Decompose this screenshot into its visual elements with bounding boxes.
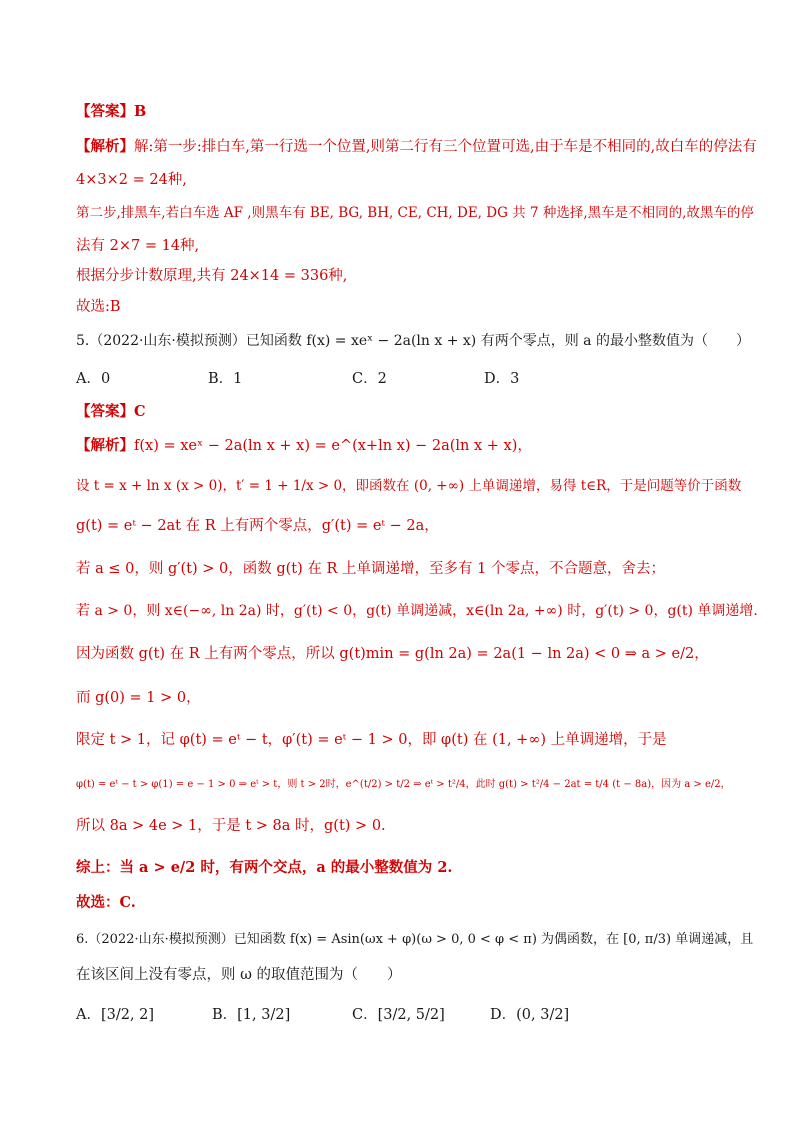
analysis-text: 若 a > 0，则 x∈(−∞, ln 2a) 时，g′(t) < 0，g(t) 单调递减，x∈(ln 2a, +∞) 时，g′(t) > 0，g(t) 单调递增. <box>76 603 758 619</box>
analysis-tag: 【解析】 <box>76 138 134 155</box>
answer-value: B <box>134 103 147 120</box>
option-b: B．[1, 3/2] <box>212 1007 291 1023</box>
analysis-text: 第二步,排黑车,若白车选 AF ,则黑车有 BE, BG, BH, CE, CH, DE, DG 共 7 种选择,黑车是不相同的,故黑车的停 <box>76 205 754 221</box>
answer-tag: 【答案】 <box>76 103 134 120</box>
analysis-text: 4×3×2 = 24种, <box>76 172 187 188</box>
analysis-line <box>76 137 757 157</box>
question-5-stem: 5.（2022·山东·模拟预测）已知函数 f(x) = xeˣ − 2a(ln x + x) 有两个零点，则 a 的最小整数值为（ ） <box>76 333 750 349</box>
question-6-stem: 6.（2022·山东·模拟预测）已知函数 f(x) = Asin(ωx + φ)(ω > 0, 0 < φ < π) 为偶函数，在 [0, π/3) 单调递减，且 <box>76 932 754 947</box>
option-c: C．[3/2, 5/2] <box>352 1007 445 1023</box>
analysis-text: 而 g(0) = 1 > 0， <box>76 690 201 706</box>
analysis-text: 若 a ≤ 0，则 g′(t) > 0，函数 g(t) 在 R 上单调递增，至多有 1 个零点，不合题意，舍去； <box>76 561 665 577</box>
option-b: B．1 <box>208 371 243 387</box>
option-c: C．2 <box>352 371 387 387</box>
answer-line <box>76 402 740 422</box>
analysis-text: f(x) = xeˣ − 2a(ln x + x) = e^(x+ln x) − 2a(ln x + x)， <box>134 438 532 454</box>
option-d: D．3 <box>484 371 520 387</box>
conclusion-text: 故选：C. <box>76 894 136 911</box>
analysis-text: 法有 2×7 = 14种, <box>76 238 200 254</box>
answer-line <box>76 102 740 122</box>
option-a: A．0 <box>76 371 111 387</box>
answer-tag: 【答案】 <box>76 403 134 420</box>
question-6-stem: 在该区间上没有零点，则 ω 的取值范围为（ ） <box>76 967 402 983</box>
analysis-tag: 【解析】 <box>76 437 134 454</box>
analysis-text: φ(t) = eᵗ − t > φ(1) = e − 1 > 0 ⇒ eᵗ > t，则 t > 2时，e^(t/2) > t/2 ⇒ eᵗ > t²/4，此时 g(t) > t²/4 − 2at = t/4 (t − 8a)，因为 a > e/2， <box>76 779 731 790</box>
analysis-text: 因为函数 g(t) 在 R 上有两个零点，所以 g(t)min = g(ln 2a) = 2a(1 − ln 2a) < 0 ⇒ a > e/2， <box>76 646 709 662</box>
option-a: A．[3/2, 2] <box>76 1007 155 1023</box>
analysis-text: 根据分步计数原理,共有 24×14 = 336种, <box>76 268 348 284</box>
answer-value: C <box>134 403 146 420</box>
analysis-text: 所以 8a > 4e > 1，于是 t > 8a 时，g(t) > 0. <box>76 818 386 834</box>
summary-text: 综上：当 a > e/2 时，有两个交点，a 的最小整数值为 2. <box>76 859 453 876</box>
option-d: D．(0, 3/2] <box>490 1007 570 1023</box>
analysis-text: g(t) = eᵗ − 2at 在 R 上有两个零点，g′(t) = eᵗ − 2a， <box>76 518 439 534</box>
analysis-line <box>76 436 740 456</box>
analysis-text: 解:第一步:排白车,第一行选一个位置,则第二行有三个位置可选,由于车是不相同的,故白车的停法有 <box>134 139 757 155</box>
analysis-text: 限定 t > 1，记 φ(t) = eᵗ − t，φ′(t) = eᵗ − 1 > 0，即 φ(t) 在 (1, +∞) 上单调递增，于是 <box>76 732 667 748</box>
analysis-text: 设 t = x + ln x (x > 0)，t′ = 1 + 1/x > 0，即函数在 (0, +∞) 上单调递增，易得 t∈R，于是问题等价于函数 <box>76 478 742 494</box>
conclusion-text: 故选:B <box>76 299 121 315</box>
